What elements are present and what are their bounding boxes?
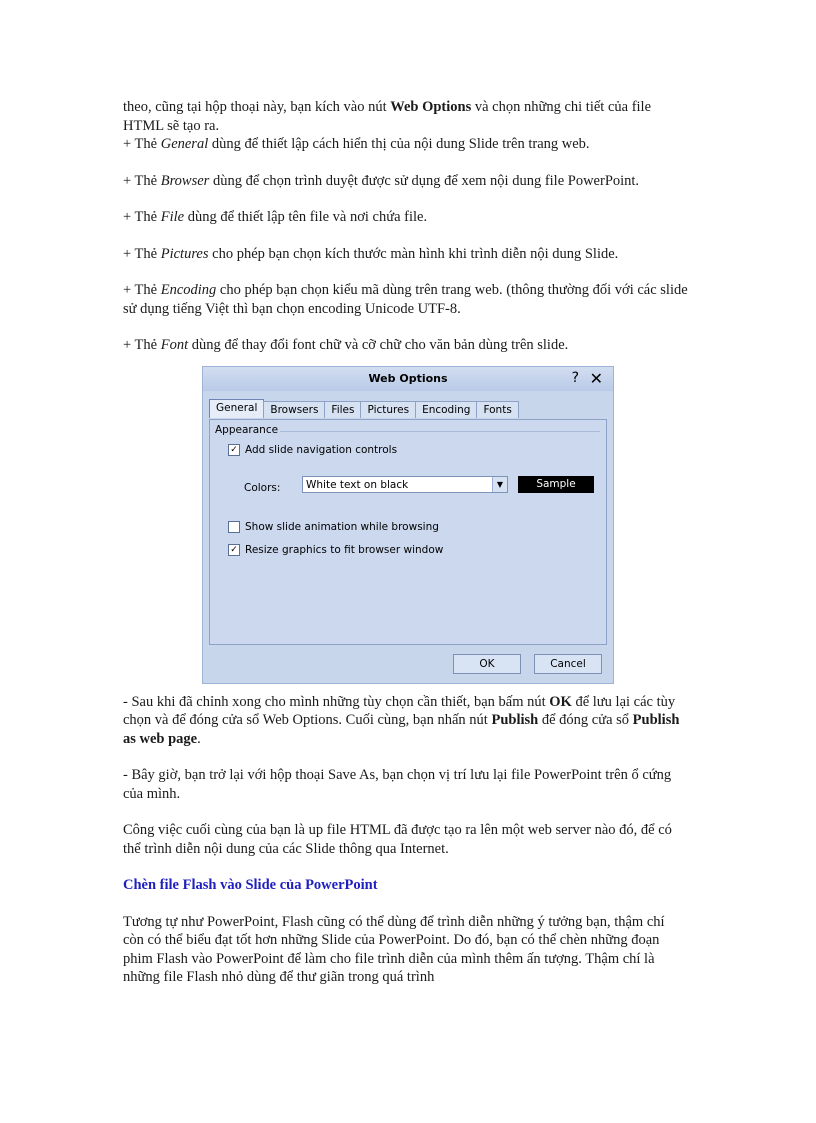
help-icon[interactable]: ? — [571, 369, 579, 386]
dialog-title: Web Options — [368, 371, 448, 385]
appearance-group-label: Appearance — [215, 423, 279, 436]
document-body — [123, 98, 688, 987]
font-paragraph: + Thẻ Font dùng để thay đổi font chữ và cỡ chữ cho văn bản dùng trên slide. — [123, 337, 569, 353]
colors-select-value: White text on black — [306, 478, 409, 491]
section-heading: Chèn file Flash vào Slide của PowerPoint — [123, 877, 378, 893]
browser-paragraph: + Thẻ Browser dùng để chọn trình duyệt được sử dụng để xem nội dung file PowerPoint. — [123, 172, 640, 189]
close-icon[interactable]: ✕ — [589, 368, 603, 388]
flash-paragraph: Tương tự như PowerPoint, Flash cũng có thể dùng để trình diễn những ý tưởng bạn, thậm chí còn có thể biểu đạt tốt hơn những Slide của PowerPoint. Do đó, bạn có thể chèn những đoạn phim Flash vào PowerPoint để làm cho file trình diễn của mình thêm ấn tượng. Thậm chí là những file Flash nhỏ dùng để thư giãn trong quá trình — [123, 913, 665, 985]
colors-select[interactable] — [302, 476, 508, 493]
tab-general[interactable]: General — [209, 399, 264, 418]
ok-button[interactable]: OK — [453, 654, 521, 674]
save-as-paragraph: - Bây giờ, bạn trở lại với hộp thoại Save As, bạn chọn vị trí lưu lại file PowerPoint trên ổ cứng của mình. — [123, 767, 672, 802]
cancel-button[interactable]: Cancel — [534, 654, 602, 674]
nav-controls-checkbox-row[interactable] — [228, 444, 397, 456]
resize-checkbox-row[interactable] — [228, 544, 443, 556]
colors-label: Colors: — [244, 481, 281, 494]
general-panel — [209, 419, 607, 645]
dialog-tabs — [209, 401, 518, 419]
resize-checkbox[interactable]: ✓ — [228, 544, 240, 556]
animation-checkbox[interactable] — [228, 521, 240, 533]
nav-controls-checkbox[interactable]: ✓ — [228, 444, 240, 456]
file-paragraph: + Thẻ File dùng để thiết lập tên file và nơi chứa file. — [123, 209, 428, 225]
nav-controls-label: Add slide navigation controls — [245, 443, 398, 456]
upload-paragraph: Công việc cuối cùng của bạn là up file HTML đã được tạo ra lên một web server nào đó, để có thể trình diễn nội dung của các Slide thông qua Internet. — [123, 822, 672, 857]
encoding-paragraph: + Thẻ Encoding cho phép bạn chọn kiểu mã dùng trên trang web. (thông thường đối với các slide sử dụng tiếng Việt thì bạn chọn encoding Unicode UTF-8. — [123, 282, 688, 317]
color-sample-preview: Sample — [518, 476, 594, 493]
general-paragraph: + Thẻ General dùng để thiết lập cách hiển thị của nội dung Slide trên trang web. — [123, 136, 590, 152]
pictures-paragraph: + Thẻ Pictures cho phép bạn chọn kích thước màn hình khi trình diễn nội dung Slide. — [123, 245, 619, 262]
tab-encoding[interactable]: Encoding — [415, 401, 477, 418]
web-options-dialog — [202, 366, 614, 684]
tab-pictures[interactable]: Pictures — [360, 401, 416, 418]
dialog-titlebar — [203, 367, 613, 391]
tab-browsers[interactable]: Browsers — [263, 401, 325, 418]
tab-fonts[interactable]: Fonts — [476, 401, 518, 418]
chevron-down-icon[interactable]: ▼ — [492, 477, 507, 492]
after-dialog-paragraph: - Sau khi đã chỉnh xong cho mình những tùy chọn cần thiết, bạn bấm nút OK để lưu lại các tùy chọn và để đóng cửa sổ Web Options. Cuối cùng, bạn nhấn nút Publish để đóng cửa sổ Publish as web page. — [123, 693, 680, 747]
group-divider — [280, 431, 600, 432]
animation-label: Show slide animation while browsing — [245, 520, 439, 533]
web-options-screenshot — [202, 366, 614, 684]
animation-checkbox-row[interactable] — [228, 521, 439, 533]
resize-label: Resize graphics to fit browser window — [245, 543, 444, 556]
tab-files[interactable]: Files — [324, 401, 361, 418]
intro-paragraph: theo, cũng tại hộp thoại này, bạn kích vào nút Web Options và chọn những chi tiết của file HTML sẽ tạo ra. — [123, 99, 652, 134]
